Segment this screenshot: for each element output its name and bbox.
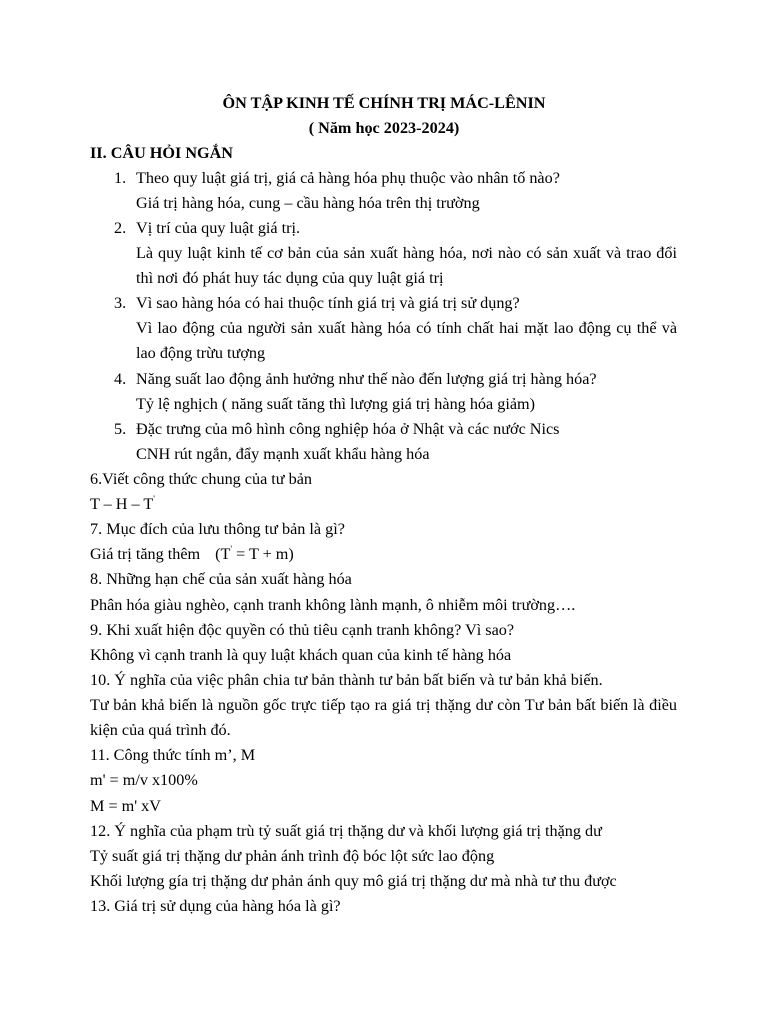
formula-text <box>90 492 155 517</box>
formula-open: (T <box>215 545 231 563</box>
prime-mark: ' <box>230 544 233 554</box>
answer-text: lao động trừu tượng <box>136 344 266 362</box>
answer-text: Là quy luật kinh tế cơ bản của sản xuất hàng hóa, nơi nào có sản xuất và trao đổi <box>136 244 677 262</box>
answer-label: Giá trị tăng thêm <box>90 545 201 563</box>
answer-text: Tỷ lệ nghịch ( năng suất tăng thì lượng giá trị hàng hóa giảm) <box>136 395 535 413</box>
formula-text: M = m' xV <box>90 797 161 815</box>
question-text: 7. Mục đích của lưu thông tư bản là gì? <box>90 520 345 538</box>
section-heading: II. CÂU HỎI NGẮN <box>90 144 234 162</box>
answer-text: kiện của quá trình đó. <box>90 721 231 739</box>
item-number: 3. <box>114 294 127 312</box>
question-text: Vị trí của quy luật giá trị. <box>136 219 301 237</box>
answer-text: Phân hóa giàu nghèo, cạnh tranh không lành mạnh, ô nhiễm môi trường…. <box>90 596 576 614</box>
item-number: 1. <box>114 169 127 187</box>
item-number: 2. <box>114 219 127 237</box>
question-text: Vì sao hàng hóa có hai thuộc tính giá trị và giá trị sử dụng? <box>136 294 520 312</box>
document-title: ÔN TẬP KINH TẾ CHÍNH TRỊ MÁC-LÊNIN <box>222 94 546 112</box>
question-text: Năng suất lao động ảnh hưởng như thế nào đến lượng giá trị hàng hóa? <box>136 370 597 388</box>
formula-main: T – H – T <box>90 495 154 513</box>
answer-text: Không vì cạnh tranh là quy luật khách quan của kinh tế hàng hóa <box>90 646 512 664</box>
answer-text: CNH rút ngắn, đẩy mạnh xuất khẩu hàng hóa <box>136 445 430 463</box>
formula-rest: = T + m) <box>232 545 294 563</box>
answer-text: Khối lượng gía trị thặng dư phản ánh quy mô giá trị thặng dư mà nhà tư thu được <box>90 872 617 890</box>
answer-text: Giá trị hàng hóa, cung – cầu hàng hóa trên thị trường <box>136 194 480 212</box>
answer-text: Tư bản khả biến là nguồn gốc trực tiếp tạo ra giá trị thặng dư còn Tư bản bất biến là điều <box>90 696 677 714</box>
question-text: 8. Những hạn chế của sản xuất hàng hóa <box>90 570 352 588</box>
answer-text: Vì lao động của người sản xuất hàng hóa có tính chất hai mặt lao động cụ thể và <box>136 319 677 337</box>
question-text: Theo quy luật giá trị, giá cả hàng hóa phụ thuộc vào nhân tố nào? <box>136 169 560 187</box>
formula-text: m' = m/v x100% <box>90 771 198 789</box>
question-text: 12. Ý nghĩa của phạm trù tỷ suất giá trị thặng dư và khối lượng giá trị thặng dư <box>90 822 602 840</box>
question-text: 6.Viết công thức chung của tư bản <box>90 470 313 488</box>
item-number: 5. <box>114 420 127 438</box>
question-text: 11. Công thức tính m’, M <box>90 746 256 764</box>
answer-text: thì nơi đó phát huy tác dụng của quy luật giá trị <box>136 269 444 287</box>
question-text: 9. Khi xuất hiện độc quyền có thủ tiêu cạnh tranh không? Vì sao? <box>90 621 515 639</box>
item-number: 4. <box>114 370 127 388</box>
question-text: 13. Giá trị sử dụng của hàng hóa là gì? <box>90 897 341 915</box>
answer-text: Tỷ suất giá trị thặng dư phản ánh trình độ bóc lột sức lao động <box>90 847 495 865</box>
answer-text <box>90 542 294 567</box>
document-subtitle: ( Năm học 2023-2024) <box>308 119 460 137</box>
question-text: 10. Ý nghĩa của việc phân chia tư bản thành tư bản bất biến và tư bản khả biến. <box>90 671 603 689</box>
question-text: Đặc trưng của mô hình công nghiệp hóa ở Nhật và các nước Nics <box>136 420 560 438</box>
prime-mark: ' <box>153 494 155 504</box>
